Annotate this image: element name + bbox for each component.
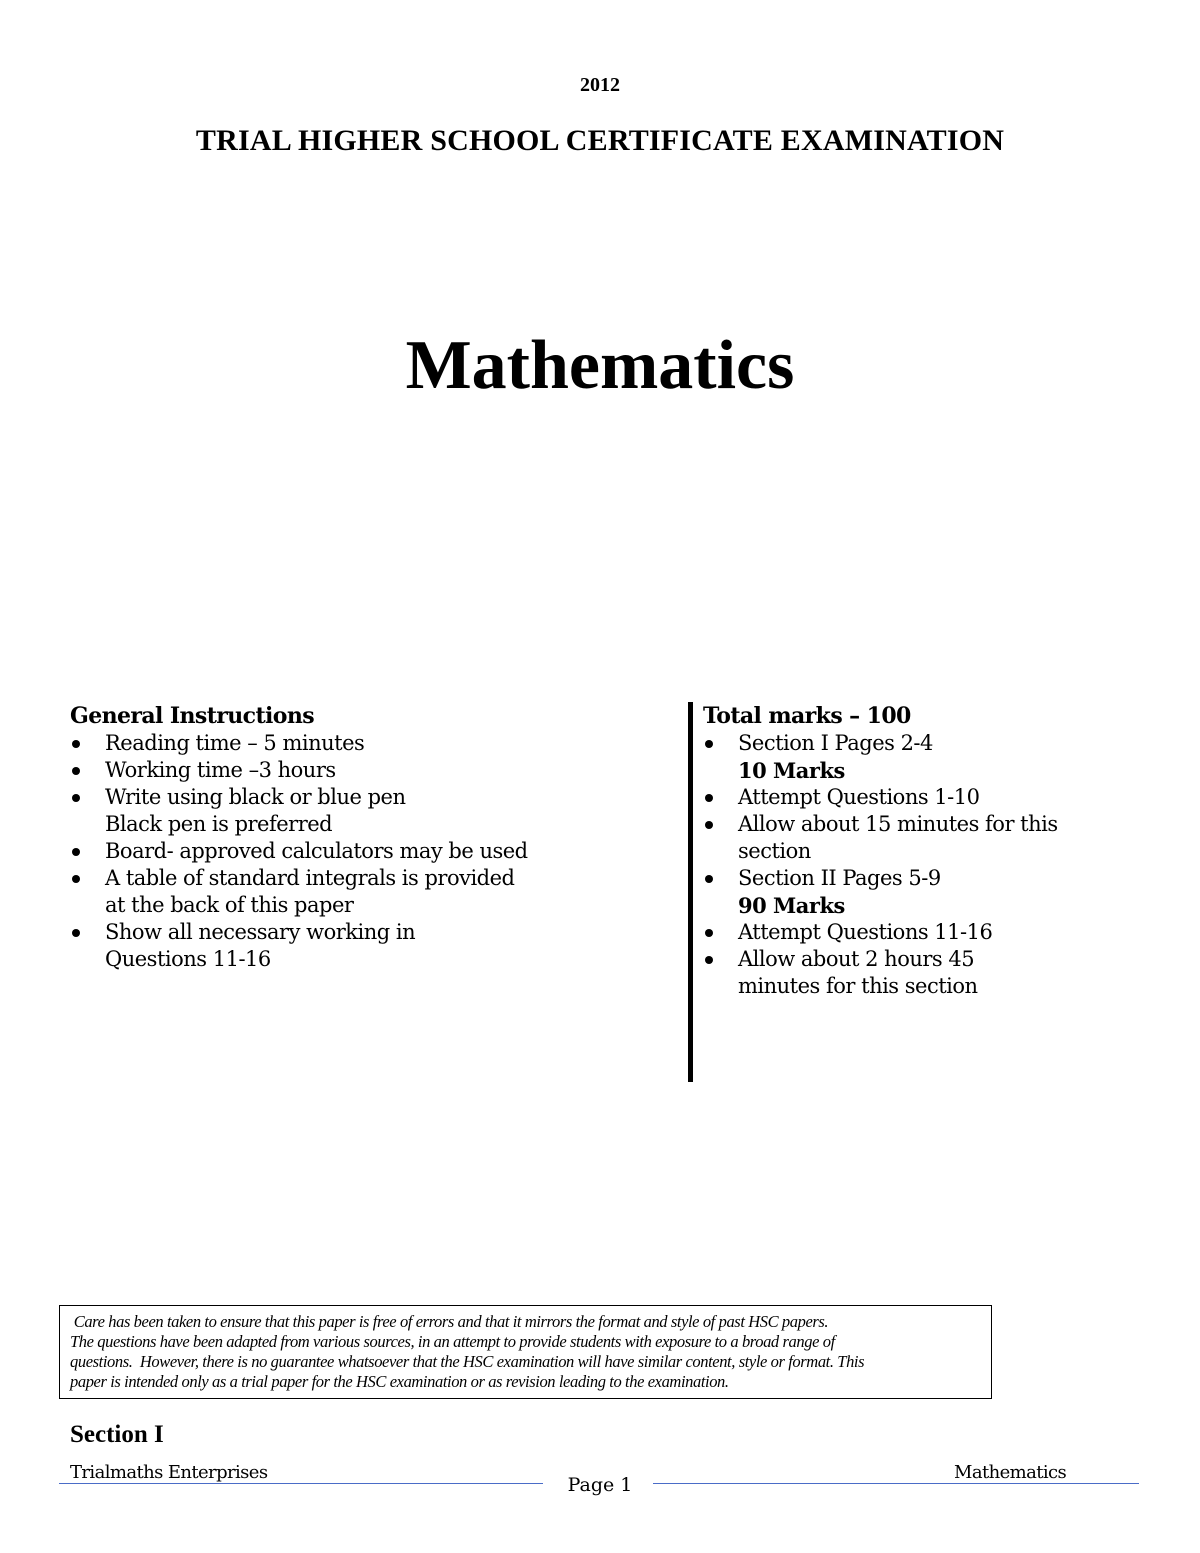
bullet-icon — [705, 821, 713, 829]
subject-title: Mathematics — [405, 327, 795, 404]
bullet-icon — [72, 875, 80, 883]
bullet-icon — [72, 767, 80, 775]
instruction-line: Questions 11-16 — [105, 947, 271, 971]
disclaimer-box — [59, 1305, 992, 1399]
general-instructions — [70, 702, 630, 973]
instruction-line: Black pen is preferred — [105, 812, 333, 836]
bullet-icon — [72, 740, 80, 748]
general-instructions-heading: General Instructions — [70, 703, 315, 729]
marks-line: Allow about 2 hours 45 — [738, 947, 975, 971]
instruction-item — [70, 730, 630, 757]
section-marks: 90 Marks — [738, 893, 845, 918]
marks-line: Allow about 15 minutes for this — [738, 812, 1058, 836]
disclaimer-line: Care has been taken to ensure that this paper is free of errors and that it mirrors the format and style of past HSC papers. — [70, 1312, 829, 1331]
bullet-icon — [705, 929, 713, 937]
instruction-line: Reading time – 5 minutes — [105, 731, 365, 755]
instruction-line: at the back of this paper — [105, 893, 354, 917]
marks-item — [703, 730, 1103, 784]
total-marks-heading: Total marks – 100 — [703, 703, 911, 729]
instruction-item — [70, 757, 630, 784]
bullet-icon — [72, 848, 80, 856]
instruction-line: Working time –3 hours — [105, 758, 336, 782]
instruction-line: Show all necessary working in — [105, 920, 416, 944]
section-marks: 10 Marks — [738, 758, 845, 783]
bullet-icon — [705, 875, 713, 883]
instruction-line: Board- approved calculators may be used — [105, 839, 528, 863]
marks-item — [703, 919, 1103, 946]
footer-publisher: Trialmaths Enterprises — [70, 1462, 268, 1483]
general-instructions-list — [70, 730, 630, 973]
bullet-icon — [72, 929, 80, 937]
footer-subject: Mathematics — [954, 1462, 1067, 1483]
bullet-icon — [72, 794, 80, 802]
marks-item — [703, 811, 1103, 865]
bullet-icon — [705, 794, 713, 802]
marks-line: minutes for this section — [738, 974, 978, 998]
page-number: Page 1 — [567, 1474, 633, 1496]
instruction-item — [70, 865, 630, 919]
total-marks-list — [703, 730, 1103, 1000]
instruction-item — [70, 784, 630, 838]
marks-item — [703, 784, 1103, 811]
instruction-line: Write using black or blue pen — [105, 785, 406, 809]
disclaimer-line: The questions have been adapted from various sources, in an attempt to provide students with exposure to a broad range of — [70, 1332, 835, 1351]
bullet-icon — [705, 740, 713, 748]
marks-item — [703, 946, 1103, 1000]
marks-line: Attempt Questions 11-16 — [738, 920, 993, 944]
instruction-line: A table of standard integrals is provided — [105, 866, 515, 890]
disclaimer-line: paper is intended only as a trial paper for the HSC examination or as revision leading to the examination. — [70, 1372, 729, 1391]
marks-item — [703, 865, 1103, 919]
instruction-item — [70, 919, 630, 973]
marks-line: Section II Pages 5-9 — [738, 866, 941, 890]
section-heading: Section I — [70, 1421, 164, 1448]
marks-line: Section I Pages 2-4 — [738, 731, 933, 755]
disclaimer-line: questions. However, there is no guarantee whatsoever that the HSC examination will have similar content, style or format. This — [70, 1352, 865, 1371]
bullet-icon — [705, 956, 713, 964]
marks-line: Attempt Questions 1-10 — [738, 785, 980, 809]
exam-year: 2012 — [580, 74, 620, 96]
exam-title: TRIAL HIGHER SCHOOL CERTIFICATE EXAMINATION — [195, 124, 1005, 157]
marks-line: section — [738, 839, 811, 863]
column-divider — [688, 702, 693, 1082]
instruction-item — [70, 838, 630, 865]
total-marks — [703, 702, 1103, 1000]
